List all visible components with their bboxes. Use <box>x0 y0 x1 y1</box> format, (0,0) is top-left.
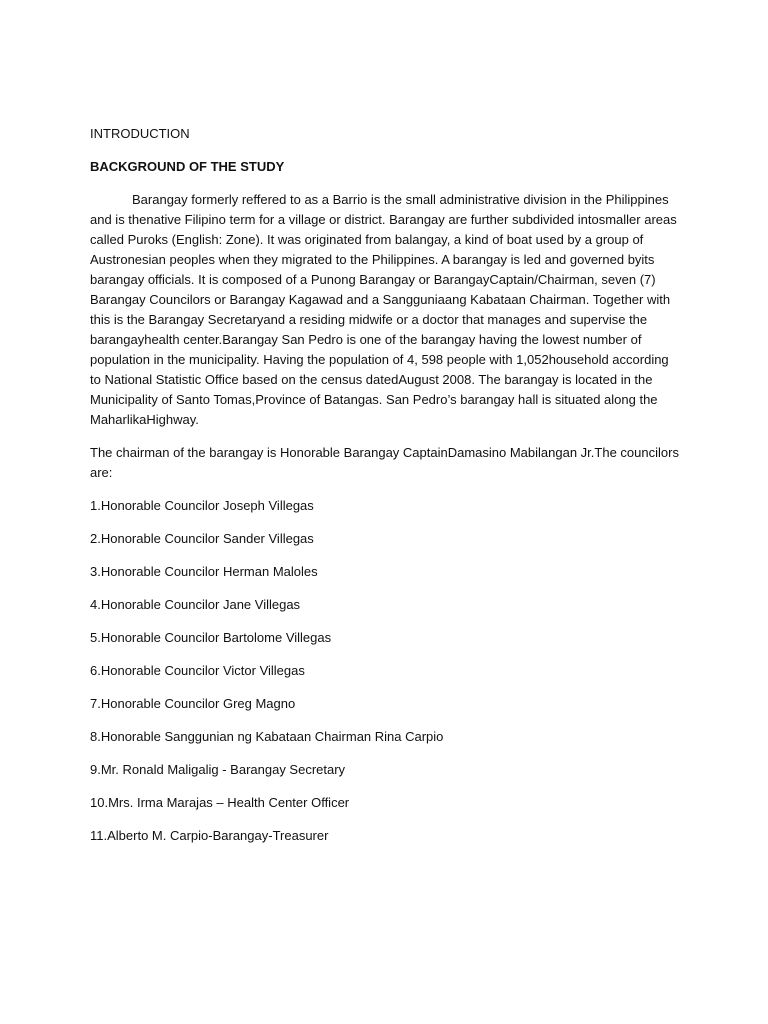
list-item: 11.Alberto M. Carpio-Barangay-Treasurer <box>90 828 329 843</box>
officials-list <box>90 496 680 846</box>
list-item: 1.Honorable Councilor Joseph Villegas <box>90 498 314 513</box>
list-item: 7.Honorable Councilor Greg Magno <box>90 696 296 711</box>
list-item: 2.Honorable Councilor Sander Villegas <box>90 531 314 546</box>
document-page <box>90 124 680 859</box>
document-heading: INTRODUCTION <box>90 126 190 141</box>
list-item: 6.Honorable Councilor Victor Villegas <box>90 663 305 678</box>
background-paragraph: Barangay formerly reffered to as a Barrio is the small administrative division in the Philippines and is thenative Filipino term for a village or district. Barangay are further subdivided intosmaller areas called Puroks (English: Zone). It was originated from balangay, a kind of boat used by a group of Austronesian peoples when they migrated to the Philippines. A barangay is led and governed byits barangay officials. It is composed of a Punong Barangay or BarangayCaptain/Chairman, seven (7) Barangay Councilors or Barangay Kagawad and a Sangguniaang Kabataan Chairman. Together with this is the Barangay Secretaryand a residing midwife or a doctor that manages and supervise the barangayhealth center.Barangay San Pedro is one of the barangay having the lowest number of population in the municipality. Having the population of 4, 598 people with 1,052household according to National Statistic Office based on the census datedAugust 2008. The barangay is located in the Municipality of Santo Tomas,Province of Batangas. San Pedro’s barangay hall is situated along the MaharlikaHighway. <box>90 192 677 427</box>
list-item: 9.Mr. Ronald Maligalig - Barangay Secretary <box>90 762 346 777</box>
chairman-paragraph: The chairman of the barangay is Honorable Barangay CaptainDamasino Mabilangan Jr.The councilors are: <box>90 445 679 480</box>
list-item: 4.Honorable Councilor Jane Villegas <box>90 597 301 612</box>
list-item: 3.Honorable Councilor Herman Maloles <box>90 564 318 579</box>
section-title: BACKGROUND OF THE STUDY <box>90 159 285 174</box>
list-item: 8.Honorable Sanggunian ng Kabataan Chairman Rina Carpio <box>90 729 444 744</box>
list-item: 10.Mrs. Irma Marajas – Health Center Officer <box>90 795 350 810</box>
list-item: 5.Honorable Councilor Bartolome Villegas <box>90 630 332 645</box>
